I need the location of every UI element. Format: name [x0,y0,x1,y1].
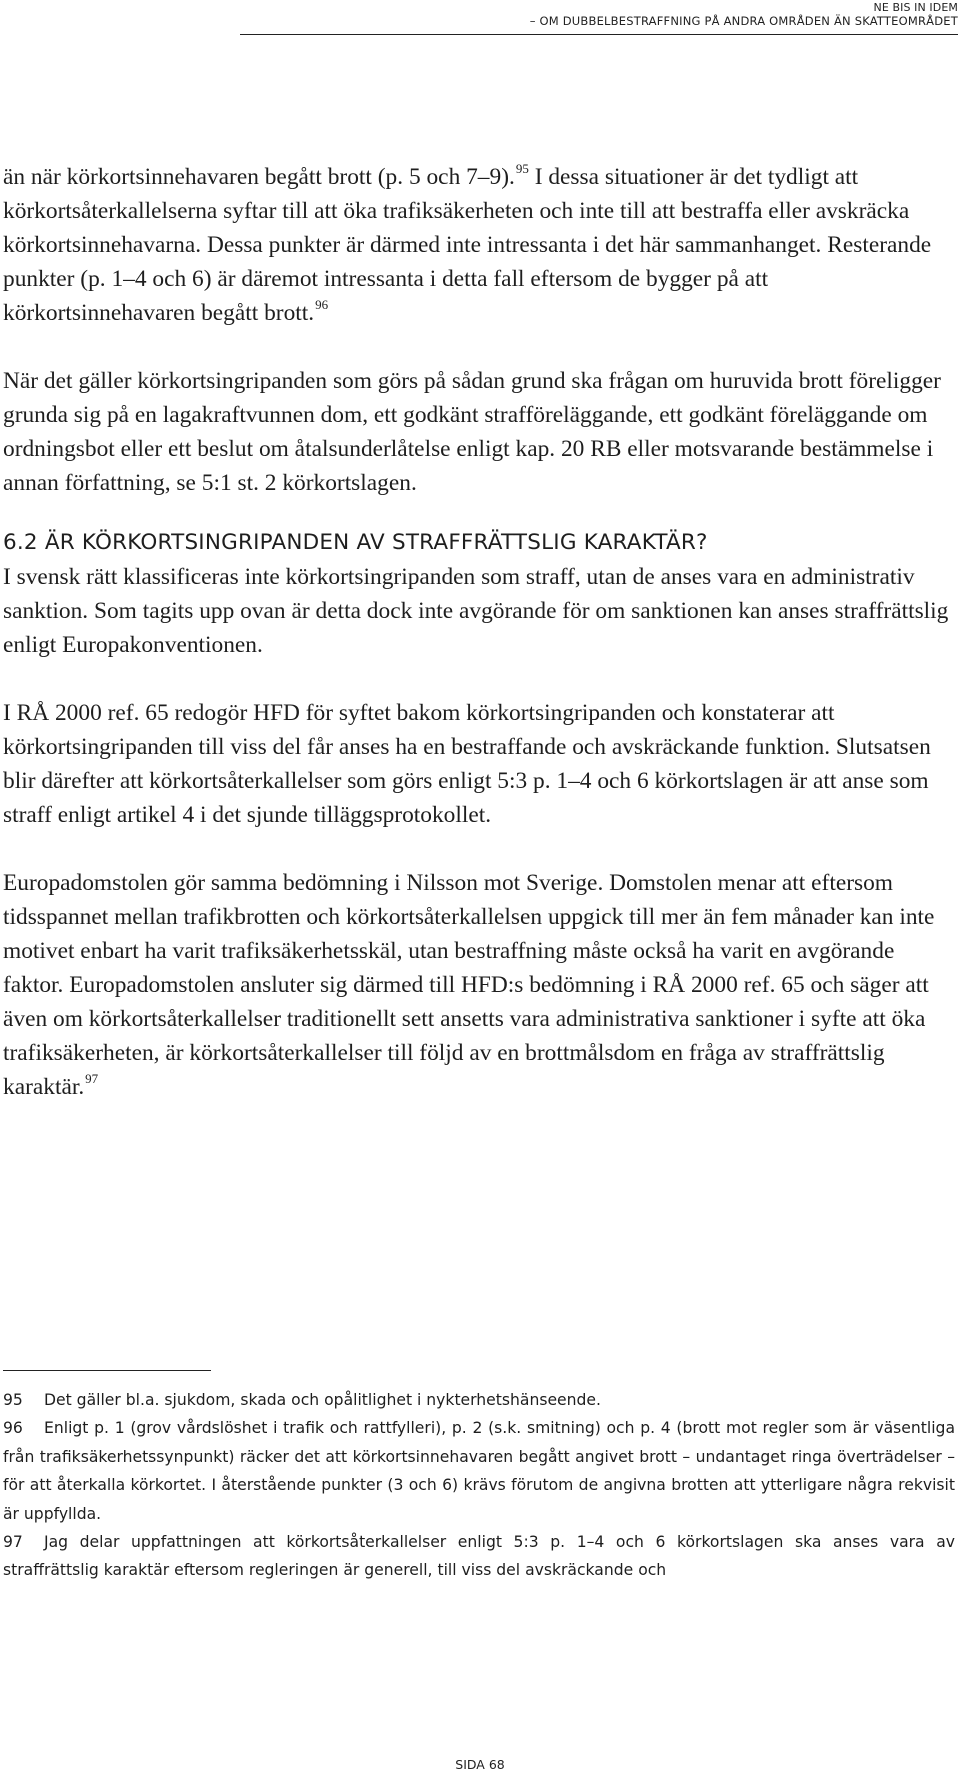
footnote-number: 97 [3,1533,23,1552]
paragraph-3: I svensk rätt klassificeras inte körkortsingripanden som straff, utan de anses vara en administrativ sanktion. Som tagits upp ovan är detta dock inte avgörande för om sanktionen kan anses straffrättslig enligt Europakonventionen. [3,564,949,658]
footnote-divider [3,1370,211,1371]
paragraph-5 [3,866,955,1104]
body-text [3,160,955,1104]
footnote-95 [3,1386,955,1414]
running-header-subtitle: – OM DUBBELBESTRAFFNING PÅ ANDRA OMRÅDEN ÄN SKATTEOMRÅDET [529,14,958,28]
footnote-ref-97[interactable]: 97 [85,1071,99,1086]
paragraph-1 [3,160,955,330]
running-header-title: NE BIS IN IDEM [873,1,958,14]
footnote-text: Enligt p. 1 (grov vårdslöshet i trafik och rattfylleri), p. 2 (s.k. smitning) och p. 4 (brott mot regler som är väsentliga från trafiksäkerhetssynpunkt) räcker det att körkortsinnehavaren begått angivet brott – undantaget ringa överträdelser – för att återkalla körkortet. I återstående punkter (3 och 6) krävs förutom de angivna brotten att ytterligare några rekvisit är uppfyllda. [3,1419,955,1523]
running-header [240,0,958,35]
footnotes [3,1386,955,1585]
footnote-number: 95 [3,1391,23,1409]
section-heading: 6.2 ÄR KÖRKORTSINGRIPANDEN AV STRAFFRÄTTSLIG KARAKTÄR? [3,530,708,555]
footnote-ref-95[interactable]: 95 [515,161,529,176]
page-number: SIDA 68 [455,1757,505,1772]
paragraph-1-lead: än när körkortsinnehavaren begått brott (p. 5 och 7–9). [3,164,515,190]
footnote-96 [3,1414,955,1528]
paragraph-5-text: Europadomstolen gör samma bedömning i Nilsson mot Sverige. Domstolen menar att eftersom tidsspannet mellan trafikbrotten och körkortsåterkallelsen uppgick till mer än fem månader kan inte motivet enbart ha varit trafiksäkerhetsskäl, utan bestraffning måste också ha varit en avgörande faktor. Europadomstolen ansluter sig därmed till HFD:s bedömning i RÅ 2000 ref. 65 och säger att även om körkortsåterkallelser traditionellt sett ansetts vara administrativa sanktioner i syfte att öka trafiksäkerheten, är körkortsåterkallelser till följd av en brottmålsdom en fråga av straffrättslig karaktär. [3,870,935,1100]
footnote-text: Jag delar uppfattningen att körkortsåterkallelser enligt 5:3 p. 1–4 och 6 körkortslagen ska anses vara av straffrättslig karaktär eftersom regleringen är generell, till viss del avskräckande och [3,1533,955,1580]
footnote-97 [3,1528,955,1585]
paragraph-1-rest: I dessa situationer är det tydligt att körkortsåterkallelserna syftar till att öka trafiksäkerheten och inte till att bestraffa eller avskräcka körkortsinnehavarna. Dessa punkter är därmed inte intressanta i det här sammanhanget. Resterande punkter (p. 1–4 och 6) är däremot intressanta i detta fall eftersom de bygger på att körkortsinnehavaren begått brott. [3,164,932,326]
footnote-text: Det gäller bl.a. sjukdom, skada och opålitlighet i nykterhetshänseende. [44,1391,601,1409]
paragraph-2: När det gäller körkortsingripanden som görs på sådan grund ska frågan om huruvida brott föreligger grunda sig på en lagakraftvunnen dom, ett godkänt strafföreläggande, ett godkänt föreläggande om ordningsbot eller ett beslut om åtalsunderlåtelse enligt kap. 20 RB eller motsvarande bestämmelse i annan författning, se 5:1 st. 2 körkortslagen. [3,368,941,496]
footnote-ref-96[interactable]: 96 [315,297,329,312]
footnote-number: 96 [3,1419,23,1438]
paragraph-4: I RÅ 2000 ref. 65 redogör HFD för syftet bakom körkortsingripanden och konstaterar att körkortsingripanden till viss del får anses ha en bestraffande och avskräckande funktion. Slutsatsen blir därefter att körkortsåterkallelser som görs enligt 5:3 p. 1–4 och 6 körkortslagen är att anse som straff enligt artikel 4 i det sjunde tilläggsprotokollet. [3,700,931,828]
